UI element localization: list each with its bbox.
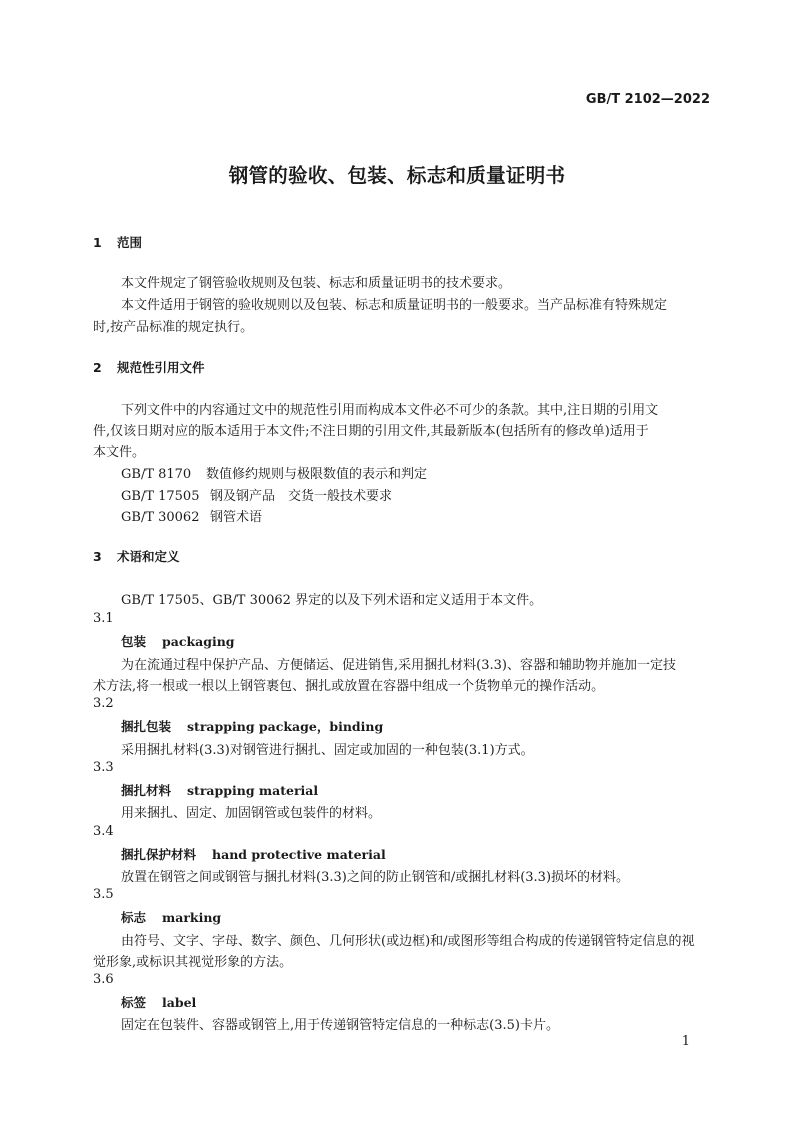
term-number: 3.2 — [93, 696, 114, 711]
term-name — [121, 781, 318, 799]
term-number: 3.4 — [93, 824, 114, 839]
section-heading-terms — [93, 547, 180, 565]
term-name — [121, 632, 235, 650]
references-intro-line-2: 件,仅该日期对应的版本适用于本文件;不注日期的引用文件,其最新版本(包括所有的修改单)适用于 — [93, 424, 649, 439]
term-name-en: strapping package，binding — [187, 719, 384, 734]
term-name-zh: 捆扎保护材料 — [121, 847, 197, 862]
term-definition-line-1: 用来捆扎、固定、加固钢管或包装件的材料。 — [121, 806, 382, 821]
section-title: 范围 — [117, 235, 143, 250]
page-number: 1 — [681, 1034, 690, 1049]
standard-code: GB/T 2102—2022 — [585, 92, 710, 107]
reference-item — [121, 463, 427, 482]
reference-title: 钢及钢产品 交货一般技术要求 — [210, 489, 393, 504]
section-title: 规范性引用文件 — [117, 360, 205, 375]
reference-item — [121, 506, 262, 525]
term-name-zh: 捆扎材料 — [121, 783, 172, 798]
reference-code: GB/T 8170 — [121, 467, 192, 482]
term-name — [121, 993, 196, 1011]
term-definition-line-1: 为在流通过程中保护产品、方便储运、促进销售,采用捆扎材料(3.3)、容器和辅助物并施加一定技 — [121, 658, 676, 673]
section-title: 术语和定义 — [117, 549, 180, 564]
term-name-zh: 标志 — [121, 910, 147, 925]
term-name-zh: 捆扎包装 — [121, 719, 172, 734]
term-name-en: label — [162, 995, 197, 1010]
section-number: 3 — [93, 549, 102, 564]
term-name — [121, 845, 386, 863]
reference-code: GB/T 30062 — [121, 510, 200, 525]
section-heading-scope — [93, 233, 142, 251]
reference-item — [121, 485, 392, 504]
reference-title: 钢管术语 — [210, 510, 263, 525]
term-name-en: marking — [162, 910, 222, 925]
term-definition-line-1: 固定在包装件、容器或钢管上,用于传递钢管特定信息的一种标志(3.5)卡片。 — [121, 1018, 559, 1033]
term-name-en: hand protective material — [212, 847, 386, 862]
section-number: 2 — [93, 360, 102, 375]
term-name — [121, 717, 383, 735]
terms-intro: GB/T 17505、GB/T 30062 界定的以及下列术语和定义适用于本文件。 — [121, 593, 543, 608]
term-definition-line-1: 采用捆扎材料(3.3)对钢管进行捆扎、固定或加固的一种包装(3.1)方式。 — [121, 743, 534, 758]
term-number: 3.5 — [93, 887, 114, 902]
references-intro-line-1: 下列文件中的内容通过文中的规范性引用而构成本文件必不可少的条款。其中,注日期的引用文 — [121, 403, 659, 418]
term-number: 3.1 — [93, 611, 114, 626]
references-intro-line-3: 本文件。 — [93, 445, 146, 460]
term-name — [121, 908, 221, 926]
term-definition-line-2: 术方法,将一根或一根以上钢管裹包、捆扎或放置在容器中组成一个货物单元的操作活动。 — [93, 679, 605, 694]
scope-paragraph-2-line-1: 本文件适用于钢管的验收规则以及包装、标志和质量证明书的一般要求。当产品标准有特殊规定 — [121, 298, 668, 313]
section-number: 1 — [93, 235, 102, 250]
scope-paragraph-1: 本文件规定了钢管验收规则及包装、标志和质量证明书的技术要求。 — [121, 276, 512, 291]
term-number: 3.6 — [93, 972, 114, 987]
term-definition-line-2: 觉形象,或标识其视觉形象的方法。 — [93, 955, 293, 970]
term-name-en: packaging — [162, 634, 235, 649]
term-name-en: strapping material — [187, 783, 319, 798]
term-definition-line-1: 放置在钢管之间或钢管与捆扎材料(3.3)之间的防止钢管和/或捆扎材料(3.3)损坏的材料。 — [121, 870, 630, 885]
term-name-zh: 包装 — [121, 634, 147, 649]
section-heading-normative-references — [93, 358, 205, 376]
reference-code: GB/T 17505 — [121, 489, 200, 504]
term-name-zh: 标签 — [121, 995, 147, 1010]
reference-title: 数值修约规则与极限数值的表示和判定 — [206, 467, 428, 482]
scope-paragraph-2-line-2: 时,按产品标准的规定执行。 — [93, 320, 254, 335]
document-title: 钢管的验收、包装、标志和质量证明书 — [228, 164, 566, 187]
term-definition-line-1: 由符号、文字、字母、数字、颜色、几何形状(或边框)和/或图形等组合构成的传递钢管特定信息的视 — [121, 934, 695, 949]
term-number: 3.3 — [93, 760, 114, 775]
